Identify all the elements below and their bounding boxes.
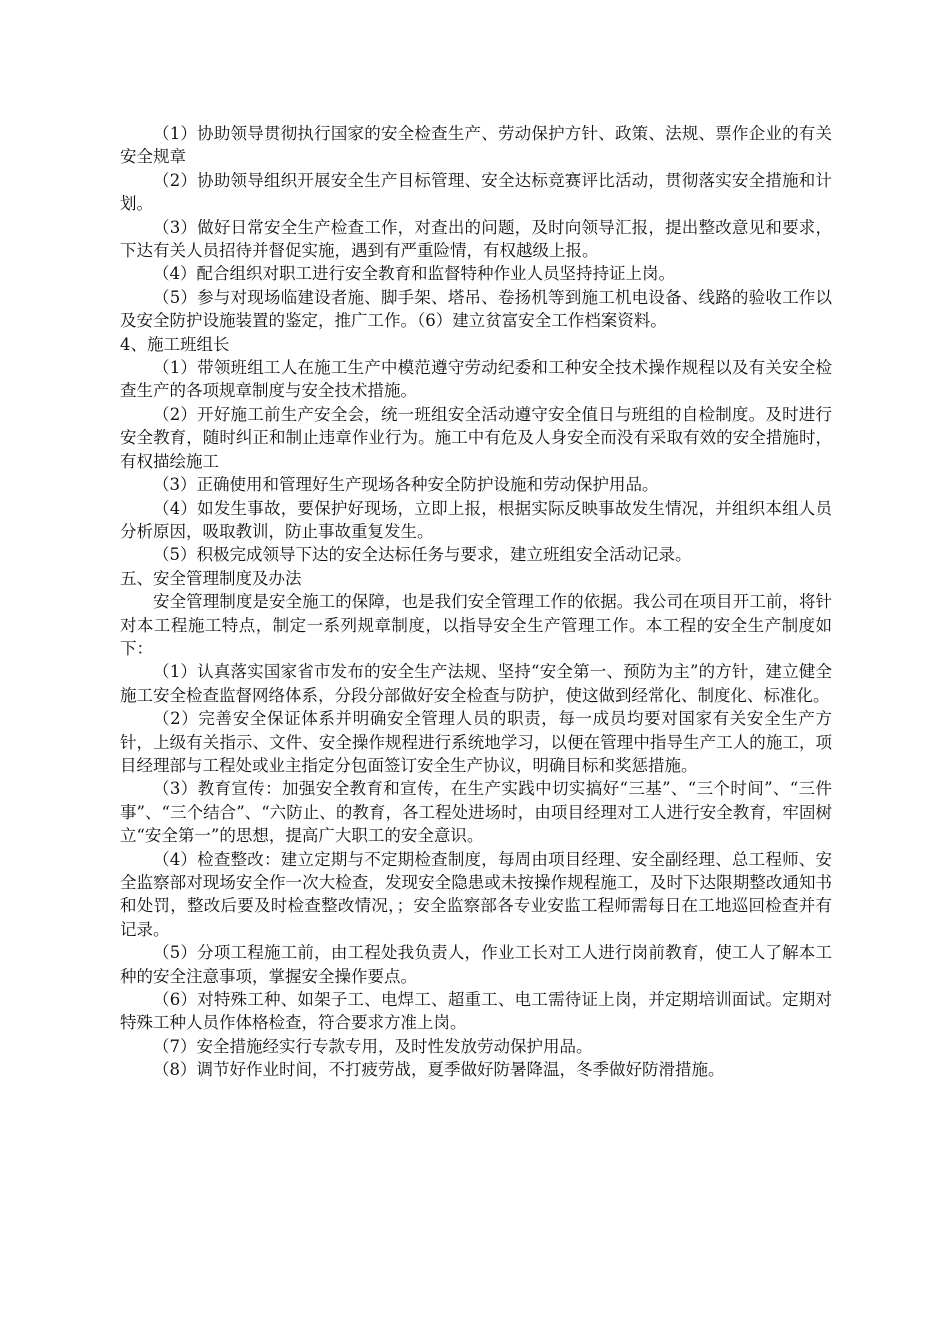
paragraph-system-2: （2）完善安全保证体系并明确安全管理人员的职责，每一成员均要对国家有关安全生产方针，上级有关指示、文件、安全操作规程进行系统地学习，以便在管理中指导生产工人的施工，项目经理部与工程处或业主指定分包面签订安全生产协议，明确目标和奖惩措施。 [120, 709, 832, 775]
paragraph-duty-4: （4）配合组织对职工进行安全教育和监督特种作业人员坚持持证上岗。 [153, 264, 675, 284]
paragraph-duty-5-6: （5）参与对现场临建设者施、脚手架、塔吊、卷扬机等到施工机电设备、线路的验收工作以及安全防护设施装置的鉴定，推广工作。（6）建立贫富安全工作档案资料。 [120, 287, 832, 331]
paragraph-leader-4: （4）如发生事故，要保护好现场，立即上报，根据实际反映事故发生情况，并组织本组人员分析原因，吸取教训，防止事故重复发生。 [120, 498, 832, 541]
paragraph-duty-2: （2）协助领导组织开展安全生产目标管理、安全达标竞赛评比活动，贯彻落实安全措施和计划。 [120, 170, 832, 214]
paragraph-leader-3: （3）正确使用和管理好生产现场各种安全防护设施和劳动保护用品。 [153, 475, 659, 495]
section-heading-team-leader: 4、施工班组长 [120, 334, 230, 354]
paragraph-system-intro: 安全管理制度是安全施工的保障，也是我们安全管理工作的依据。我公司在项目开工前，将针对本工程施工特点，制定一系列规章制度，以指导安全生产管理工作。本工程的安全生产制度如下： [120, 592, 832, 658]
paragraph-system-3: （3）教育宣传：加强安全教育和宣传，在生产实践中切实搞好“三基”、“三个时间”、“三件事”、“三个结合”、“六防止、的教育，各工程处进场时，由项目经理对工人进行安全教育，牢固树立“安全第一”的思想，提高广大职工的安全意识。 [120, 779, 832, 846]
paragraph-leader-2: （2）开好施工前生产安全会，统一班组安全活动遵守安全值日与班组的自检制度。及时进行安全教育，随时纠正和制止违章作业行为。施工中有危及人身安全而没有采取有效的安全措施时，有权描绘施工 [120, 404, 832, 471]
paragraph-duty-1: （1）协助领导贯彻执行国家的安全检查生产、劳动保护方针、政策、法规、票作企业的有关安全规章 [120, 124, 832, 167]
paragraph-system-6: （6）对特殊工种、如架子工、电焊工、超重工、电工需待证上岗，并定期培训面试。定期对特殊工种人员作体格检查，符合要求方准上岗。 [120, 990, 832, 1033]
paragraph-system-5: （5）分项工程施工前，由工程处我负责人，作业工长对工人进行岗前教育，使工人了解本工种的安全注意事项，掌握安全操作要点。 [120, 943, 832, 986]
document-page [120, 122, 832, 1082]
paragraph-system-1: （1）认真落实国家省市发布的安全生产法规、坚持“安全第一、预防为主”的方针，建立健全施工安全检查监督网络体系，分段分部做好安全检查与防护，使这做到经常化、制度化、标准化。 [120, 662, 832, 705]
section-heading-safety-system: 五、安全管理制度及办法 [120, 568, 302, 588]
paragraph-leader-5: （5）积极完成领导下达的安全达标任务与要求，建立班组安全活动记录。 [153, 545, 692, 565]
paragraph-leader-1: （1）带领班组工人在施工生产中模范遵守劳动纪委和工种安全技术操作规程以及有关安全检查生产的各项规章制度与安全技术措施。 [120, 358, 832, 401]
paragraph-system-8: （8）调节好作业时间，不打疲劳战，夏季做好防暑降温，冬季做好防滑措施。 [153, 1060, 725, 1080]
paragraph-duty-3: （3）做好日常安全生产检查工作，对查出的问题，及时向领导汇报，提出整改意见和要求，下达有关人员招待并督促实施，遇到有严重险情，有权越级上报。 [120, 217, 832, 261]
paragraph-system-4: （4）检查整改：建立定期与不定期检查制度，每周由项目经理、安全副经理、总工程师、安全监察部对现场安全作一次大检查，发现安全隐患或未按操作规程施工，及时下达限期整改通知书和处罚，整改后要及时检查整改情况，；安全监察部各专业安监工程师需每日在工地巡回检查并有记录。 [120, 849, 832, 939]
paragraph-system-7: （7）安全措施经实行专款专用，及时性发放劳动保护用品。 [153, 1036, 593, 1056]
